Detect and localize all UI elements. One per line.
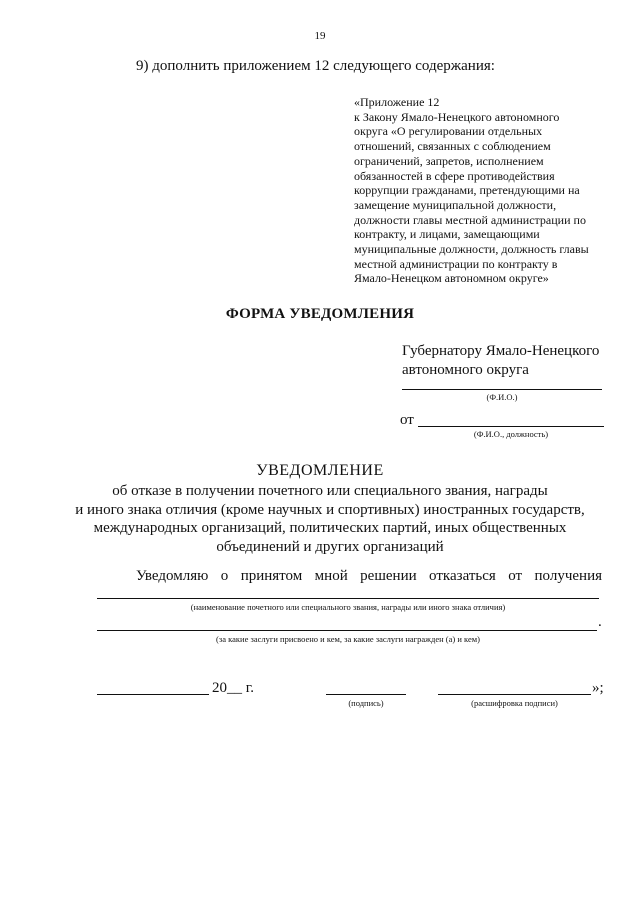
addressee-line: Губернатору Ямало-Ненецкого (402, 343, 600, 359)
appendix-note-line: Ямало-Ненецком автономном округе» (354, 271, 549, 286)
appendix-note-line: отношений, связанных с соблюдением (354, 139, 551, 154)
from-caption: (Ф.И.О., должность) (473, 429, 549, 439)
appendix-note-line: коррупции гражданами, претендующими на (354, 183, 580, 198)
date-field-line[interactable] (97, 694, 209, 695)
signature-field-line[interactable] (326, 694, 406, 695)
award-name-field-line[interactable] (97, 598, 599, 599)
amendment-intro: 9) дополнить приложением 12 следующего содержания: (136, 58, 495, 74)
from-field-line[interactable] (418, 426, 604, 427)
notice-subject (60, 482, 600, 556)
merit-line-period: . (598, 614, 602, 630)
appendix-note-line: должности главы местной администрации по (354, 212, 586, 227)
from-label: от (400, 412, 414, 428)
notice-subject-line: и иного знака отличия (кроме научных и спортивных) иностранных государств, (75, 501, 585, 518)
notice-subject-line: об отказе в получении почетного или специального звания, награды (112, 483, 548, 499)
merit-caption: (за какие заслуги присвоено и кем, за какие заслуги награжден (а) и кем) (216, 634, 480, 644)
appendix-note-line: замещение муниципальной должности, (354, 197, 557, 212)
award-caption: (наименование почетного или специального звания, награды или иного знака отличия) (190, 602, 506, 612)
appendix-note-line: к Закону Ямало-Ненецкого автономного (354, 109, 560, 124)
appendix-note-line: местной администрации по контракту в (354, 256, 558, 271)
addressee-block (402, 342, 599, 380)
appendix-note-line: ограничений, запретов, исполнением (354, 153, 544, 168)
appendix-note-line: обязанностей в сфере противодействия (354, 168, 555, 183)
addressee-line: автономного округа (402, 362, 529, 378)
notice-title: УВЕДОМЛЕНИЕ (256, 462, 384, 479)
notify-text: Уведомляю о принятом мной решении отказаться от получения (136, 568, 602, 584)
signature-decoding-field-line[interactable] (438, 694, 591, 695)
notice-subject-line: международных организаций, политических партий, иных общественных (93, 520, 567, 536)
page-number: 19 (314, 30, 326, 42)
year-label: 20__ г. (212, 680, 254, 696)
form-title: ФОРМА УВЕДОМЛЕНИЯ (225, 306, 415, 322)
appendix-note-line: муниципальные должности, должность главы (354, 242, 589, 257)
appendix-note (354, 95, 619, 286)
appendix-note-line: округа «О регулировании отдельных (354, 124, 543, 139)
signature-caption: (подпись) (348, 698, 384, 708)
fio-field-line[interactable] (402, 389, 602, 390)
merit-field-line[interactable] (97, 630, 597, 631)
fio-caption: (Ф.И.О.) (486, 392, 518, 402)
appendix-note-line: «Приложение 12 (354, 95, 440, 109)
signature-decoding-caption: (расшифровка подписи) (471, 698, 558, 708)
closing-quote: »; (592, 680, 604, 696)
notice-subject-line: объединений и других организаций (216, 538, 444, 555)
appendix-note-line: контракту, и лицами, замещающими (354, 227, 540, 242)
